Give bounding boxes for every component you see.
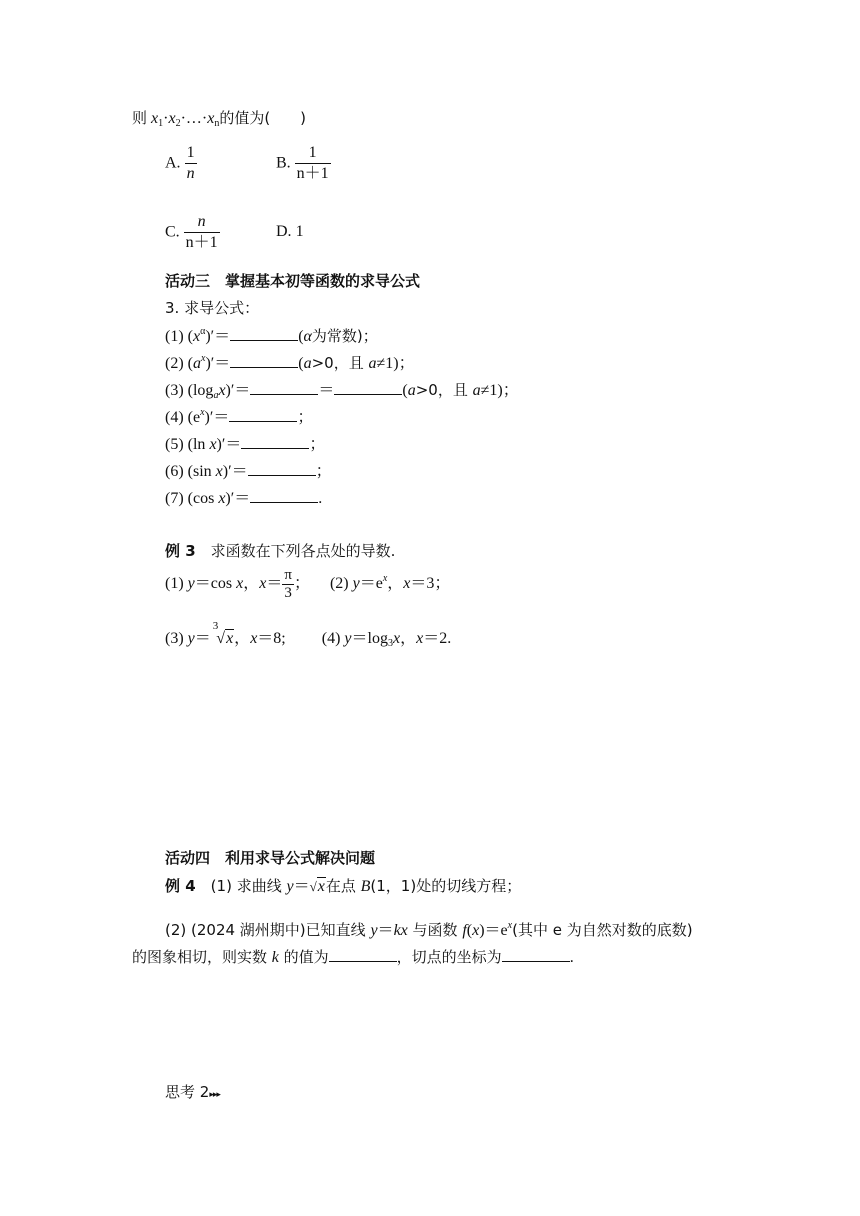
sup: α — [200, 326, 206, 337]
text: )′＝ — [225, 382, 251, 399]
fraction — [295, 143, 331, 184]
choice-c-label: C. — [165, 223, 180, 241]
text: ＝ — [194, 630, 211, 647]
var: a — [192, 355, 201, 372]
fraction — [282, 567, 294, 602]
text: ； — [297, 409, 314, 426]
text: )′＝ — [216, 436, 242, 453]
choice-b[interactable] — [276, 143, 331, 184]
example-label: 例 3 — [165, 542, 196, 560]
text: (4) — [321, 630, 345, 647]
answer-blank[interactable] — [230, 352, 298, 368]
text: >0，且 — [311, 354, 369, 372]
text: (7) (cos — [165, 490, 219, 507]
text: ＝ — [293, 878, 310, 895]
sup: x — [200, 407, 205, 418]
var: a — [368, 355, 377, 372]
sub: 3 — [387, 638, 393, 649]
var: a — [407, 382, 416, 399]
example4-line3 — [132, 946, 574, 968]
question-stem — [132, 108, 306, 129]
text: )′＝ — [205, 355, 231, 372]
text: )＝e — [479, 922, 508, 939]
formula-6 — [165, 460, 332, 482]
choice-d-value: 1 — [295, 223, 304, 240]
text: ＝log — [351, 630, 388, 647]
text: ＝3； — [410, 575, 451, 593]
answer-blank[interactable] — [248, 460, 316, 476]
choice-d[interactable] — [276, 222, 304, 242]
text: )′＝ — [225, 490, 251, 507]
text: )′＝ — [205, 328, 231, 345]
example-label: 例 4 — [165, 877, 196, 895]
text: ( — [298, 355, 304, 372]
text: ≠1)； — [376, 355, 415, 372]
formula-2 — [165, 352, 415, 374]
var: x — [236, 575, 244, 593]
var: a — [303, 355, 312, 372]
text: 的值为 — [278, 948, 329, 966]
var: y — [187, 575, 195, 593]
text: (1，1)处的切线方程； — [370, 877, 522, 895]
text: . — [569, 949, 574, 966]
text: ( — [402, 382, 408, 399]
var: y — [187, 630, 195, 647]
activity3-intro: 3. 求导公式： — [165, 299, 260, 317]
var: x — [472, 922, 480, 939]
var: x — [403, 575, 411, 593]
var: k — [271, 949, 279, 966]
arrow-icon: ▸▸▸ — [209, 1089, 220, 1099]
sub-2: 2 — [175, 118, 181, 129]
answer-blank[interactable] — [329, 946, 397, 962]
formula-3 — [165, 379, 519, 401]
var: x — [209, 436, 217, 453]
root-index: 3 — [212, 620, 219, 632]
sup: x — [382, 573, 388, 585]
text: ， — [400, 630, 417, 647]
text: ＝ — [318, 382, 335, 399]
think-heading — [165, 1082, 220, 1104]
text: ， — [243, 575, 260, 593]
text: ，切点的坐标为 — [396, 948, 502, 966]
var: x — [416, 630, 424, 647]
sub-n: n — [214, 118, 220, 129]
example3-parts-3-4 — [165, 620, 452, 650]
text: ＝ — [266, 575, 283, 593]
text: ， — [387, 575, 404, 593]
var: y — [344, 630, 352, 647]
fraction — [184, 212, 220, 253]
answer-blank[interactable] — [250, 487, 318, 503]
example3-parts-1-2 — [165, 567, 450, 602]
var: y — [286, 878, 294, 895]
text: ＝ — [377, 922, 394, 939]
choice-d-label: D. — [276, 223, 292, 240]
numerator: n — [197, 213, 206, 230]
choice-c[interactable] — [165, 212, 220, 253]
formula-7 — [165, 487, 322, 509]
formula-1 — [165, 325, 378, 347]
var: x — [218, 382, 226, 399]
denominator: n＋1 — [185, 234, 218, 251]
choice-b-label: B. — [276, 154, 291, 172]
text: 的图象相切，则实数 — [132, 948, 272, 966]
var: y — [352, 575, 360, 593]
text: (3) (log — [165, 382, 214, 399]
sub-1: 1 — [158, 118, 164, 129]
answer-blank[interactable] — [229, 406, 297, 422]
text: ＝2. — [423, 630, 452, 647]
fraction — [185, 143, 197, 184]
numerator: 1 — [186, 144, 195, 161]
var: f — [462, 922, 467, 939]
var-x2: x — [168, 110, 176, 127]
var-xn: x — [207, 110, 215, 127]
text: 与函数 — [407, 921, 463, 939]
dots: ·…· — [180, 110, 208, 127]
text: (2) ( — [165, 355, 193, 372]
text: (2) — [329, 575, 353, 593]
text: ( — [298, 328, 304, 345]
text: )′＝ — [204, 409, 230, 426]
sup: x — [200, 353, 206, 364]
numerator: 1 — [308, 144, 317, 161]
radical: √x — [309, 878, 325, 895]
text: (1) ( — [165, 328, 193, 345]
sub: a — [213, 390, 219, 401]
var: x — [192, 328, 201, 345]
think-label: 思考 2 — [165, 1083, 210, 1101]
answer-blank[interactable] — [334, 379, 402, 395]
formula-4 — [165, 406, 313, 428]
answer-blank[interactable] — [241, 433, 309, 449]
var: x — [215, 463, 223, 480]
text: (6) (sin — [165, 463, 216, 480]
text: 为常数)； — [311, 327, 378, 345]
text: (1) 求曲线 — [195, 877, 287, 895]
answer-blank[interactable] — [230, 325, 298, 341]
var: x — [392, 630, 401, 647]
numerator: π — [284, 567, 292, 583]
text: (其中 e 为自然对数的底数) — [512, 921, 693, 939]
activity4-title: 活动四 利用求导公式解决问题 — [165, 849, 376, 867]
var: x — [218, 490, 226, 507]
radical: √x — [216, 630, 234, 647]
var: kx — [393, 922, 408, 939]
text: (1) — [165, 575, 188, 593]
example4-line2 — [165, 920, 693, 941]
text: (2) (2024 湖州期中)已知直线 — [165, 921, 371, 939]
var: α — [303, 328, 312, 345]
text: (3) — [165, 630, 188, 647]
denominator: 3 — [282, 584, 294, 602]
var: x — [250, 630, 258, 647]
var: a — [472, 382, 481, 399]
text: (5) (ln — [165, 436, 210, 453]
denominator: n — [186, 165, 195, 182]
choice-a-label: A. — [165, 154, 181, 172]
text: ( — [466, 922, 473, 939]
text: ； — [309, 436, 326, 453]
stem-prefix: 则 — [132, 109, 148, 127]
text: ＝cos — [194, 575, 237, 593]
text: >0，且 — [415, 381, 473, 399]
text: (4) (e — [165, 409, 201, 426]
example4-line1 — [165, 876, 521, 897]
text: ＝e — [359, 575, 383, 593]
text: 在点 — [325, 877, 361, 895]
var: B — [360, 878, 371, 895]
text: )′＝ — [222, 463, 248, 480]
answer-blank[interactable] — [250, 379, 318, 395]
answer-blank[interactable] — [502, 946, 570, 962]
var: x — [259, 575, 267, 593]
var-x1: x — [151, 110, 159, 127]
radicand: x — [317, 878, 325, 895]
radicand: x — [226, 630, 234, 647]
text: ＝8; — [257, 630, 286, 647]
var: y — [370, 922, 378, 939]
text: . — [318, 490, 323, 507]
text: ； — [315, 463, 332, 480]
denominator: n＋1 — [296, 165, 329, 182]
text: ； — [293, 575, 310, 593]
text: ， — [234, 630, 251, 647]
dot: · — [163, 110, 169, 127]
text: ≠1)； — [480, 382, 519, 399]
activity3-title: 活动三 掌握基本初等函数的求导公式 — [165, 272, 421, 290]
formula-5 — [165, 433, 325, 455]
sup: x — [507, 920, 513, 931]
choice-a[interactable] — [165, 143, 197, 184]
example-text: 求函数在下列各点处的导数. — [195, 542, 396, 560]
example3-heading — [165, 541, 395, 562]
stem-suffix: 的值为( ) — [219, 109, 307, 127]
